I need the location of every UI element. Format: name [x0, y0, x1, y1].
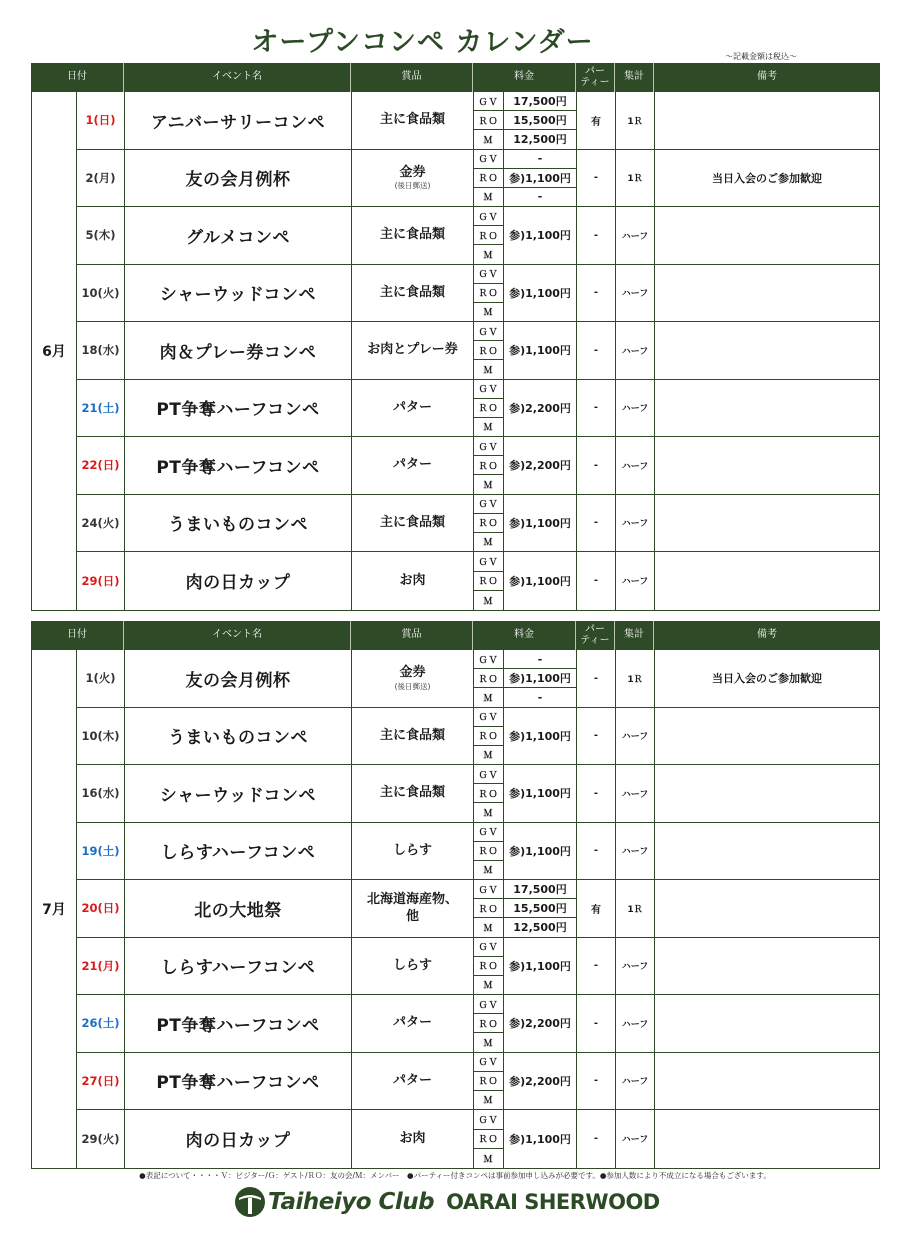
fee-value: 15,500円	[504, 899, 576, 918]
month-label: 7月	[32, 650, 77, 1168]
fee-value: 参)1,100円	[509, 1132, 571, 1146]
event-total: ハーフ	[616, 265, 655, 322]
event-row	[77, 322, 879, 380]
fee-label: ＧＶ	[474, 880, 503, 899]
fee-value: 参)2,200円	[509, 401, 571, 415]
fee-value: 参)1,100円	[504, 669, 576, 688]
fee-label: ＲＯ	[474, 784, 503, 803]
event-remark	[655, 765, 879, 822]
event-date: 16(水)	[77, 765, 125, 822]
event-name: 友の会月例杯	[125, 150, 352, 207]
prize-text: 北海道海産物、 他	[366, 891, 458, 925]
event-total: 1Ｒ	[616, 880, 655, 937]
header-event: イベント名	[124, 63, 351, 92]
prize-text: パター	[392, 457, 432, 473]
fee-labels	[474, 1110, 504, 1168]
event-fee	[474, 150, 577, 207]
prize-text: しらす	[392, 957, 432, 973]
event-party: -	[577, 1053, 616, 1110]
prize-text: お肉	[399, 572, 426, 588]
fee-value: 12,500円	[513, 133, 567, 147]
event-prize	[352, 650, 474, 707]
event-remark: 当日入会のご参加歓迎	[712, 672, 822, 686]
fee-value: 参)1,100円	[509, 959, 571, 973]
club-logo-mark-icon	[234, 1186, 266, 1218]
fee-label: Ｍ	[483, 538, 494, 549]
event-prize	[352, 207, 474, 264]
event-remark	[655, 552, 879, 610]
event-party: -	[577, 495, 616, 552]
header-party: パー ティー	[576, 63, 615, 92]
prize-text: パター	[392, 1072, 432, 1088]
event-fee	[474, 322, 577, 379]
fee-value: 参)2,200円	[509, 459, 571, 473]
event-remark	[655, 495, 879, 552]
event-fee	[474, 1053, 577, 1110]
event-remark	[655, 322, 879, 379]
event-prize	[352, 765, 474, 822]
footer-note: ●表記について・・・・Ｖ：ビジター/Ｇ：ゲスト/ＲＯ：友の会/Ｍ：メンバー ●パーティー付きコンペは事前参加申し込みが必要です。●参加人数により不成立になる場合もございます。	[139, 1171, 771, 1180]
event-row	[77, 1110, 879, 1168]
event-party: -	[577, 207, 616, 264]
event-row	[77, 880, 879, 938]
fee-value: 17,500円	[504, 880, 576, 899]
event-prize	[352, 437, 474, 494]
event-row	[77, 765, 879, 823]
fee-label: ＲＯ	[474, 899, 503, 918]
event-party: -	[577, 552, 616, 610]
fee-label: ＧＶ	[474, 765, 503, 784]
event-date: 10(火)	[77, 265, 125, 322]
event-remark	[655, 938, 879, 995]
header-prize: 賞品	[351, 621, 473, 650]
fee-label: ＲＯ	[474, 399, 503, 418]
event-party: -	[577, 765, 616, 822]
fee-label: Ｍ	[483, 808, 494, 819]
event-prize	[352, 495, 474, 552]
fee-label: Ｍ	[483, 1038, 494, 1049]
fee-value: 参)1,100円	[509, 729, 571, 743]
event-name: 肉の日カップ	[125, 1110, 352, 1168]
header-date: 日付	[31, 621, 124, 650]
fee-labels	[474, 765, 504, 822]
fee-label: ＲＯ	[474, 842, 503, 861]
fee-labels	[474, 552, 504, 610]
fee-label: ＧＶ	[474, 150, 503, 169]
fee-values	[504, 880, 576, 937]
event-prize	[352, 938, 474, 995]
event-prize	[352, 1110, 474, 1168]
fee-label: Ｍ	[483, 193, 494, 204]
fee-labels	[474, 938, 504, 995]
fee-value: 参)1,100円	[509, 229, 571, 243]
event-total: 1Ｒ	[616, 650, 655, 707]
event-prize	[352, 322, 474, 379]
event-party: -	[577, 708, 616, 765]
prize-subtext: (後日郵送)	[394, 181, 431, 191]
event-party: -	[577, 823, 616, 880]
event-prize	[352, 265, 474, 322]
fee-values	[504, 650, 576, 707]
event-name: シャーウッドコンペ	[125, 265, 352, 322]
event-date: 18(水)	[77, 322, 125, 379]
fee-label: ＧＶ	[474, 380, 503, 399]
fee-label: ＧＶ	[474, 708, 503, 727]
event-fee	[474, 708, 577, 765]
table-body	[31, 650, 880, 1169]
event-row	[77, 1053, 879, 1111]
event-date: 27(日)	[77, 1053, 125, 1110]
event-prize	[352, 92, 474, 149]
header-fee: 料金	[473, 63, 576, 92]
fee-labels	[474, 495, 504, 552]
event-date: 20(日)	[77, 880, 125, 937]
event-prize	[352, 380, 474, 437]
event-row	[77, 823, 879, 881]
header-remarks: 備考	[757, 71, 777, 83]
event-prize	[352, 880, 474, 937]
event-fee	[474, 880, 577, 937]
page-title: オープンコンペ カレンダー	[251, 27, 594, 58]
event-total: ハーフ	[616, 552, 655, 610]
event-row	[77, 380, 879, 438]
event-row	[77, 265, 879, 323]
event-date: 22(日)	[77, 437, 125, 494]
prize-text: お肉とプレー券	[367, 342, 458, 358]
header-remarks: 備考	[757, 629, 777, 641]
fee-values	[504, 92, 576, 149]
event-row	[77, 650, 879, 708]
event-fee	[474, 207, 577, 264]
event-remark	[655, 995, 879, 1052]
fee-labels	[474, 995, 504, 1052]
fee-value: 参)1,100円	[509, 787, 571, 801]
fee-labels	[474, 380, 504, 437]
event-fee	[474, 437, 577, 494]
event-date: 1(日)	[77, 92, 125, 149]
event-row	[77, 495, 879, 553]
header-fee: 料金	[473, 621, 576, 650]
fee-label: ＲＯ	[474, 226, 503, 245]
event-total: ハーフ	[616, 1053, 655, 1110]
fee-label: ＧＶ	[474, 495, 503, 514]
fee-values	[504, 150, 576, 207]
event-party: -	[577, 265, 616, 322]
fee-label: ＧＶ	[474, 552, 503, 572]
event-prize	[352, 552, 474, 610]
event-total: ハーフ	[616, 322, 655, 379]
event-party: -	[577, 1110, 616, 1168]
prize-subtext: (後日郵送)	[394, 681, 431, 691]
fee-value: 参)1,100円	[509, 516, 571, 530]
fee-label: ＲＯ	[474, 111, 503, 130]
fee-label: ＲＯ	[474, 1130, 503, 1150]
event-remark	[655, 207, 879, 264]
fee-label: Ｍ	[483, 923, 494, 934]
fee-labels	[474, 437, 504, 494]
prize-text: 主に食品類	[379, 284, 445, 300]
fee-label: Ｍ	[483, 866, 494, 877]
event-name: グルメコンペ	[125, 207, 352, 264]
event-fee	[474, 1110, 577, 1168]
event-name: PT争奪ハーフコンペ	[125, 1053, 352, 1110]
event-name: 肉＆プレー券コンペ	[125, 322, 352, 379]
fee-label: ＧＶ	[474, 1053, 503, 1072]
fee-label: Ｍ	[483, 308, 494, 319]
event-fee	[474, 765, 577, 822]
event-remark	[655, 880, 879, 937]
event-remark	[655, 265, 879, 322]
fee-value: 15,500円	[504, 111, 576, 130]
logo-text-oarai: OARAI SHERWOOD	[446, 1190, 660, 1214]
event-name: うまいものコンペ	[125, 708, 352, 765]
event-date: 21(土)	[77, 380, 125, 437]
fee-value: 参)2,200円	[509, 1017, 571, 1031]
fee-labels	[474, 823, 504, 880]
header-total: 集計	[615, 63, 654, 92]
prize-text: 金券	[399, 665, 426, 681]
prize-text: 主に食品類	[379, 514, 445, 530]
fee-value: 参)1,100円	[504, 169, 576, 188]
fee-label: ＲＯ	[474, 572, 503, 592]
header-party: パー ティー	[576, 621, 615, 650]
event-total: ハーフ	[616, 495, 655, 552]
event-row	[77, 150, 879, 208]
event-fee	[474, 938, 577, 995]
event-date: 24(火)	[77, 495, 125, 552]
fee-labels	[474, 92, 504, 149]
event-party: -	[577, 150, 616, 207]
fee-label: ＲＯ	[474, 669, 503, 688]
fee-label: Ｍ	[483, 693, 494, 704]
event-name: シャーウッドコンペ	[125, 765, 352, 822]
fee-label: ＧＶ	[474, 92, 503, 111]
event-row	[77, 207, 879, 265]
month-label: 6月	[32, 92, 77, 610]
fee-labels	[474, 708, 504, 765]
event-total: ハーフ	[616, 380, 655, 437]
fee-label: ＧＶ	[474, 322, 503, 341]
event-date: 29(火)	[77, 1110, 125, 1168]
event-name: PT争奪ハーフコンペ	[125, 380, 352, 437]
event-name: アニバーサリーコンペ	[125, 92, 352, 149]
event-name: 北の大地祭	[125, 880, 352, 937]
event-name: しらすハーフコンペ	[125, 938, 352, 995]
fee-label: Ｍ	[483, 596, 494, 607]
prize-text: 主に食品類	[379, 227, 445, 243]
logo-text-taiheiyo: Taiheiyo Club	[268, 1189, 435, 1215]
event-date: 10(木)	[77, 708, 125, 765]
event-party: -	[577, 995, 616, 1052]
table-header	[31, 63, 880, 92]
event-rows	[77, 650, 879, 1168]
event-date: 21(月)	[77, 938, 125, 995]
event-fee	[474, 552, 577, 610]
prize-text: お肉	[399, 1130, 426, 1146]
event-total: ハーフ	[616, 1110, 655, 1168]
event-total: 1Ｒ	[616, 92, 655, 149]
event-total: ハーフ	[616, 823, 655, 880]
fee-value: 参)1,100円	[509, 574, 571, 588]
prize-text: パター	[392, 399, 432, 415]
club-logo	[234, 1186, 660, 1218]
event-fee	[474, 265, 577, 322]
fee-label: Ｍ	[483, 365, 494, 376]
prize-text: 主に食品類	[379, 785, 445, 801]
fee-label: Ｍ	[483, 981, 494, 992]
prize-text: 主に食品類	[379, 727, 445, 743]
header-prize: 賞品	[351, 63, 473, 92]
event-fee	[474, 995, 577, 1052]
event-total: ハーフ	[616, 765, 655, 822]
prize-text: 主に食品類	[379, 112, 445, 128]
event-party: 有	[577, 880, 616, 937]
event-fee	[474, 650, 577, 707]
fee-label: ＧＶ	[474, 1110, 503, 1130]
event-prize	[352, 995, 474, 1052]
event-remark	[655, 1053, 879, 1110]
event-total: 1Ｒ	[616, 150, 655, 207]
fee-label: ＲＯ	[474, 957, 503, 976]
event-remark	[655, 92, 879, 149]
event-prize	[352, 708, 474, 765]
event-name: 肉の日カップ	[125, 552, 352, 610]
fee-label: Ｍ	[483, 250, 494, 261]
event-party: -	[577, 322, 616, 379]
fee-value: 参)1,100円	[509, 844, 571, 858]
fee-value: -	[504, 650, 576, 669]
event-total: ハーフ	[616, 995, 655, 1052]
event-date: 1(火)	[77, 650, 125, 707]
fee-value: 参)2,200円	[509, 1074, 571, 1088]
prize-text: しらす	[392, 842, 432, 858]
fee-label: ＧＶ	[474, 650, 503, 669]
event-row	[77, 708, 879, 766]
event-prize	[352, 1053, 474, 1110]
event-row	[77, 938, 879, 996]
event-name: 友の会月例杯	[125, 650, 352, 707]
event-total: ハーフ	[616, 437, 655, 494]
event-prize	[352, 150, 474, 207]
fee-label: Ｍ	[483, 1154, 494, 1165]
event-remark	[655, 823, 879, 880]
fee-label: ＲＯ	[474, 341, 503, 360]
july-table	[31, 621, 880, 1169]
event-total: ハーフ	[616, 207, 655, 264]
fee-label: Ｍ	[483, 423, 494, 434]
event-row	[77, 552, 879, 610]
header-total: 集計	[615, 621, 654, 650]
event-row	[77, 92, 879, 150]
fee-labels	[474, 1053, 504, 1110]
fee-label: ＲＯ	[474, 169, 503, 188]
header-event: イベント名	[124, 621, 351, 650]
event-remark	[655, 380, 879, 437]
event-party: -	[577, 938, 616, 995]
event-fee	[474, 823, 577, 880]
fee-value: 参)1,100円	[509, 344, 571, 358]
event-name: PT争奪ハーフコンペ	[125, 995, 352, 1052]
tax-note: ～記載金額は税込～	[725, 52, 797, 61]
event-remark	[655, 708, 879, 765]
event-name: PT争奪ハーフコンペ	[125, 437, 352, 494]
fee-label: ＧＶ	[474, 995, 503, 1014]
event-remark: 当日入会のご参加歓迎	[712, 171, 822, 185]
event-date: 26(土)	[77, 995, 125, 1052]
event-date: 29(日)	[77, 552, 125, 610]
prize-text: 金券	[399, 164, 426, 180]
june-table	[31, 63, 880, 611]
table-header	[31, 621, 880, 650]
prize-text: パター	[392, 1015, 432, 1031]
fee-labels	[474, 150, 504, 207]
fee-label: ＧＶ	[474, 207, 503, 226]
fee-label: ＲＯ	[474, 1014, 503, 1033]
fee-value: 12,500円	[513, 921, 567, 935]
fee-labels	[474, 880, 504, 937]
fee-label: ＧＶ	[474, 823, 503, 842]
event-total: ハーフ	[616, 938, 655, 995]
fee-value: -	[537, 690, 543, 704]
event-fee	[474, 380, 577, 437]
event-rows	[77, 92, 879, 610]
event-row	[77, 995, 879, 1053]
fee-label: ＧＶ	[474, 265, 503, 284]
header-date: 日付	[31, 63, 124, 92]
table-body	[31, 92, 880, 611]
fee-label: Ｍ	[483, 480, 494, 491]
event-remark	[655, 437, 879, 494]
fee-label: Ｍ	[483, 751, 494, 762]
event-name: うまいものコンペ	[125, 495, 352, 552]
event-prize	[352, 823, 474, 880]
event-remark	[655, 1110, 879, 1168]
fee-label: ＲＯ	[474, 727, 503, 746]
event-date: 19(土)	[77, 823, 125, 880]
fee-label: ＲＯ	[474, 1072, 503, 1091]
fee-labels	[474, 322, 504, 379]
fee-label: ＲＯ	[474, 284, 503, 303]
fee-value: -	[537, 190, 543, 204]
event-row	[77, 437, 879, 495]
fee-labels	[474, 207, 504, 264]
event-fee	[474, 92, 577, 149]
fee-value: -	[504, 150, 576, 169]
fee-labels	[474, 650, 504, 707]
fee-label: ＧＶ	[474, 938, 503, 957]
event-party: -	[577, 650, 616, 707]
fee-label: Ｍ	[483, 1096, 494, 1107]
fee-label: ＲＯ	[474, 456, 503, 475]
event-fee	[474, 495, 577, 552]
event-party: 有	[577, 92, 616, 149]
fee-labels	[474, 265, 504, 322]
fee-label: Ｍ	[483, 135, 494, 146]
fee-value: 17,500円	[504, 92, 576, 111]
fee-label: ＲＯ	[474, 514, 503, 533]
fee-label: ＧＶ	[474, 437, 503, 456]
fee-value: 参)1,100円	[509, 286, 571, 300]
event-date: 5(木)	[77, 207, 125, 264]
event-party: -	[577, 437, 616, 494]
event-date: 2(月)	[77, 150, 125, 207]
event-name: しらすハーフコンペ	[125, 823, 352, 880]
event-total: ハーフ	[616, 708, 655, 765]
event-party: -	[577, 380, 616, 437]
